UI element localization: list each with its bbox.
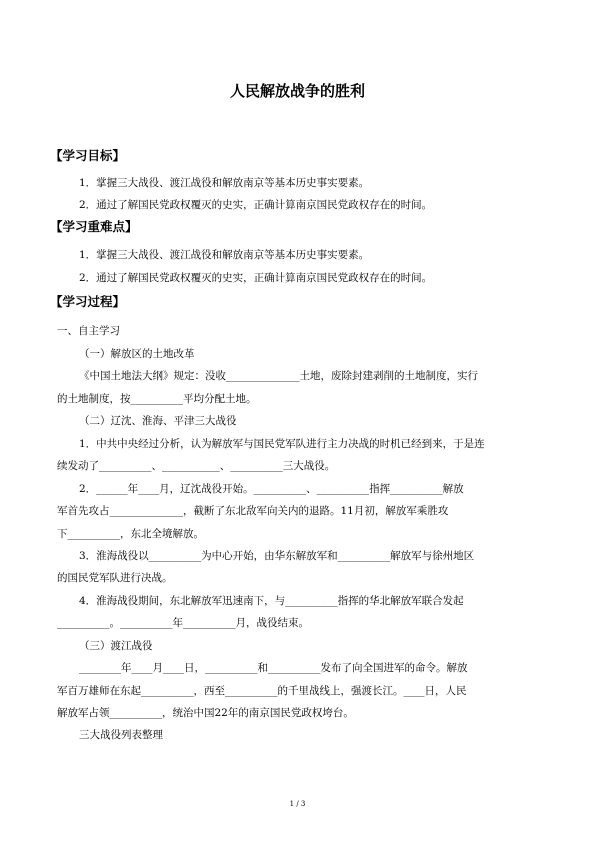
page-title: 人民解放战争的胜利: [229, 82, 365, 100]
text-line: 三大战役列表整理: [79, 729, 163, 741]
text-line: 2．______年____月，辽沈战役开始。__________、__________指挥__________解放: [79, 483, 464, 495]
subheading-river-crossing: （三）渡江战役: [79, 640, 153, 652]
subheading-land-reform: （一）解放区的土地改革: [79, 348, 195, 360]
text-line: __________。__________年__________月，战役结束。: [57, 617, 309, 629]
section-heading-process: 【学习过程】: [50, 294, 126, 309]
text-line: 下__________，东北全境解放。: [57, 528, 204, 540]
text-line: 续发动了__________、___________、__________三大战役。: [57, 460, 336, 472]
goal-item: 2．通过了解国民党政权覆灭的史实，正确计算南京国民党政权存在的时间。: [79, 199, 433, 211]
subheading-three-campaigns: （二）辽沈、淮海、平津三大战役: [79, 415, 237, 427]
text-line: ________年____月____日，__________和__________发布了向全国进军的命令。解放: [79, 662, 468, 674]
text-line: 军首先攻占______________，截断了东北敌军向关内的退路。11月初，解放军乘胜攻: [57, 505, 449, 517]
text-line: 解放军占领__________，统治中国22年的南京国民党政权垮台。: [57, 707, 354, 719]
text-line: 3．淮海战役以__________为中心开始，由华东解放军和__________解放军与徐州地区: [79, 550, 475, 562]
text-line: 军百万雄师在东起__________，西至__________的千里战线上，强渡长江。____日，人民: [57, 685, 467, 697]
text-line: 《中国土地法大纲》规定：没收______________土地，废除封建剥削的土地制度，实行: [79, 370, 478, 382]
key-item: 2．通过了解国民党政权覆灭的史实，正确计算南京国民党政权存在的时间。: [79, 272, 433, 284]
text-line: 的国民党军队进行决战。: [57, 572, 173, 584]
text-line: 4．淮海战役期间，东北解放军迅速南下，与__________指挥的华北解放军联合发起: [79, 595, 464, 607]
page-number: 1 / 3: [289, 800, 306, 808]
text-line: 的土地制度，按__________平均分配土地。: [57, 393, 257, 405]
subheading-self-study: 一、自主学习: [57, 325, 120, 337]
text-line: 1．中共中央经过分析，认为解放军与国民党军队进行主力决战的时机已经到来，于是连: [79, 438, 485, 450]
goal-item: 1．掌握三大战役、渡江战役和解放南京等基本历史事实要素。: [79, 177, 370, 189]
section-heading-key-points: 【学习重难点】: [50, 219, 138, 234]
key-item: 1．掌握三大战役、渡江战役和解放南京等基本历史事实要素。: [79, 249, 370, 261]
section-heading-goals: 【学习目标】: [50, 148, 126, 163]
